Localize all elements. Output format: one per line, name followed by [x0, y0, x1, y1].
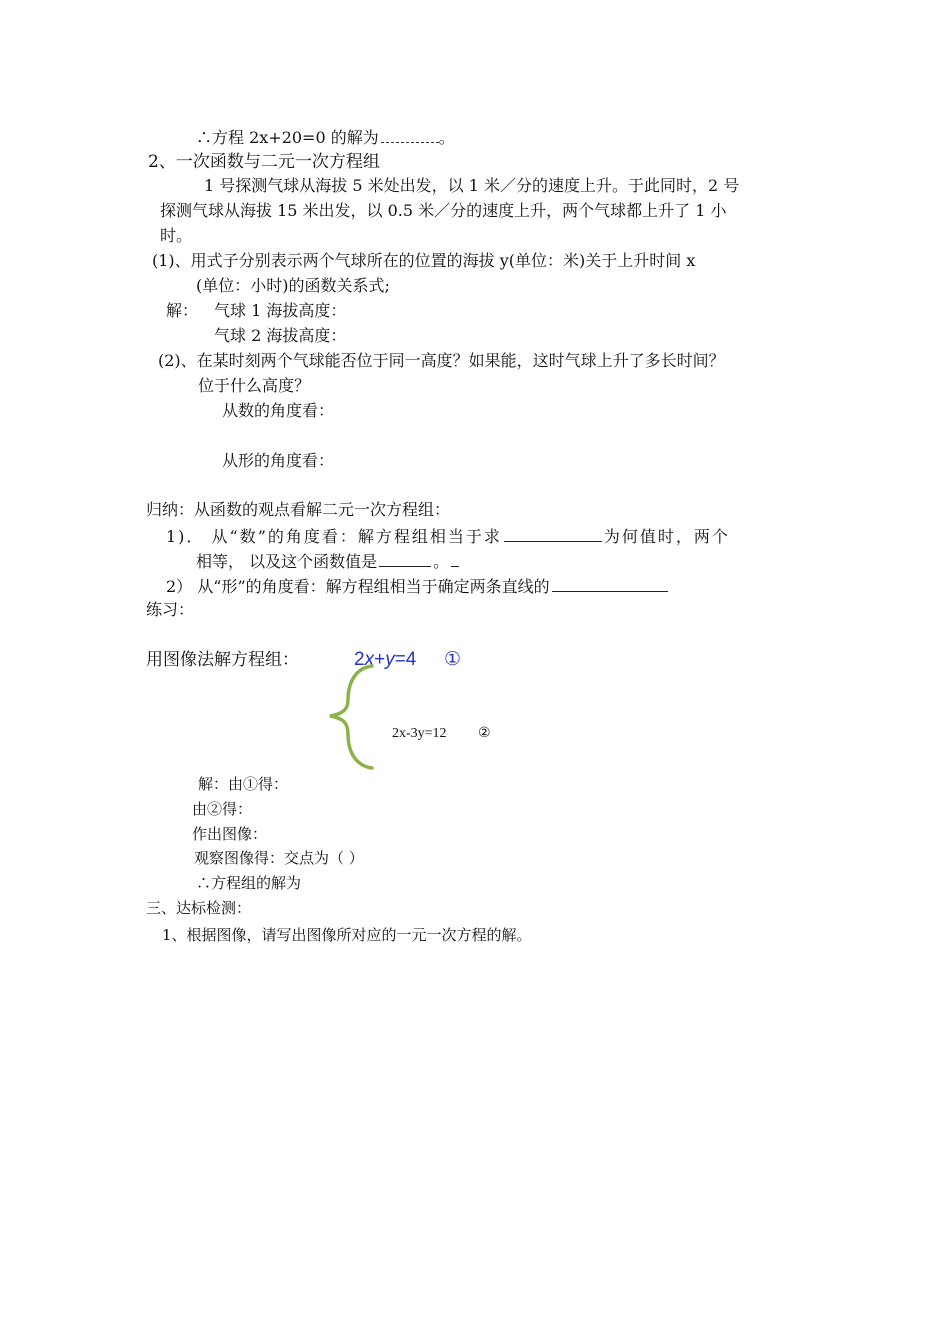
solution-line: [196, 130, 455, 146]
summary-1-text-a: 1)． 从“数”的角度看：解方程组相当于求: [166, 527, 502, 546]
question1-line-2: (单位：小时)的函数关系式;: [196, 276, 390, 295]
practice-label: 练习：: [146, 600, 195, 619]
eq1-plus: +: [374, 649, 386, 670]
section3-title: 三、达标检测：: [146, 899, 252, 917]
eq1-y: y: [385, 649, 395, 670]
task-1: 1、根据图像，请写出图像所对应的一元一次方程的解。: [162, 926, 532, 944]
blank-function-value: [379, 552, 431, 567]
step-draw-graph: 作出图像：: [192, 825, 268, 843]
eq1-x: x: [364, 649, 375, 670]
summary-2-text: 2） 从“形”的角度看：解方程组相当于确定两条直线的: [166, 577, 550, 596]
step-observe: 观察图像得：交点为（ ）: [194, 849, 364, 867]
graph-method-label: 用图像法解方程组：: [146, 650, 299, 670]
problem-line-3: 时。: [160, 226, 193, 245]
balloon1-height: 气球 1 海拔高度：: [214, 301, 347, 320]
problem-line-2: 探测气球从海拔 15 米出发，以 0.5 米／分的速度上升，两个气球都上升了 1 小: [160, 201, 727, 220]
answer-blank: [381, 130, 439, 143]
step-solution: ∴方程组的解为: [196, 874, 302, 892]
step-from-eq1: 解：由①得：: [198, 775, 289, 793]
equation-2: 2x-3y=12: [392, 726, 447, 741]
question2-line-1: (2)、在某时刻两个气球能否位于同一高度？如果能，这时气球上升了多长时间？: [158, 351, 725, 370]
from-shape-view: 从形的角度看：: [222, 451, 335, 470]
brace-icon: [326, 662, 376, 772]
period: 。: [438, 128, 455, 147]
step-from-eq2: 由②得：: [192, 800, 253, 818]
answer-label: 解：: [166, 301, 199, 320]
balloon2-height: 气球 2 海拔高度：: [214, 326, 347, 345]
summary-title: 归纳：从函数的观点看解二元一次方程组：: [146, 500, 451, 519]
question1-line-1: (1)、用式子分别表示两个气球所在的位置的海拔 y(单位：米)关于上升时间 x: [152, 251, 696, 270]
problem-line-1: 1 号探测气球从海拔 5 米处出发，以 1 米／分的速度上升。于此同时，2 号: [204, 176, 740, 195]
summary-point-2: [166, 577, 670, 595]
equation-2-mark: ②: [478, 726, 491, 741]
question2-line-2: 位于什么高度？: [198, 376, 311, 395]
blank-trailing: [451, 552, 459, 567]
summary-1-text-d: 。: [433, 552, 450, 571]
blank-variable: [504, 527, 602, 542]
section2-title: 2、一次函数与二元一次方程组: [148, 152, 380, 172]
summary-1-text-b: 为何值时，两个: [603, 527, 730, 546]
equation-1-mark: ①: [444, 649, 462, 670]
eq1-coef: 2: [354, 649, 365, 670]
summary-point-1-cont: [196, 552, 461, 570]
from-number-view: 从数的角度看：: [222, 401, 335, 420]
solution-text: ∴方程 2x+20=0 的解为: [196, 128, 379, 147]
summary-point-1: [166, 527, 730, 545]
blank-intersection: [552, 577, 668, 592]
eq1-rhs: =4: [394, 649, 417, 670]
summary-1-text-c: 相等， 以及这个函数值是: [196, 552, 378, 571]
